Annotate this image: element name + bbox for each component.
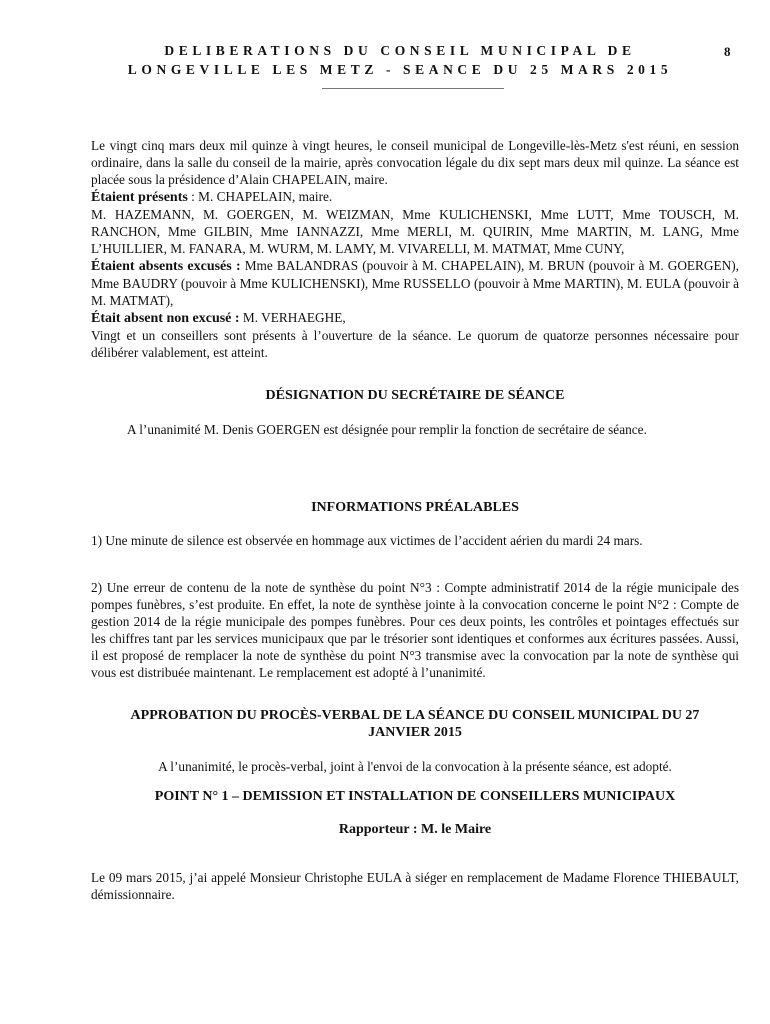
approbation-heading-line-2: JANVIER 2015 — [368, 725, 462, 740]
present-list: M. HAZEMANN, M. GOERGEN, M. WEIZMAN, Mme KULICHENSKI, Mme LUTT, Mme TOUSCH, M. RANCHON, Mme GILBIN, Mme IANNAZZI, Mme MERLI, M. QUIRIN, Mme MARTIN, M. LANG, Mme L’HUILLIER, M. FANARA, M. WURM, M. LAMY, M. VIVARELLI, M. MATMAT, Mme CUNY, — [91, 207, 739, 256]
information-item-1: 1) Une minute de silence est observée en hommage aux victimes de l’accident aérien du mardi 24 mars. — [91, 533, 643, 548]
secretary-heading: DÉSIGNATION DU SECRÉTAIRE DE SÉANCE — [265, 388, 565, 403]
point-1-paragraph: Le 09 mars 2015, j’ai appelé Monsieur Christophe EULA à siéger en remplacement de Madame Florence THIEBAULT, démissionnaire. — [91, 870, 739, 902]
information-item-2: 2) Une erreur de contenu de la note de synthèse du point N°3 : Compte administratif 2014 de la régie municipale des pompes funèbres, s’est produite. En effet, la note de synthèse jointe à la convocation concerne le point N°2 : Compte de gestion 2014 de la régie municipale des pompes funèbres. Pour ces deux points, les contrôles et pointages effectués sur les chiffres tant par les services municipaux que par le trésorier sont identiques et conformes aux écritures passées. Aussi, il est proposé de remplacer la note de synthèse du point N°3 transmise avec la convocation par la note de synthèse qui vous est distribuée maintenant. Le remplacement est adopté à l’unanimité. — [91, 580, 739, 680]
unexcused-label: Était absent non excusé : — [91, 311, 240, 326]
unexcused-line — [91, 309, 739, 327]
present-label: Étaient présents — [91, 190, 188, 205]
page-number: 8 — [724, 44, 731, 59]
informations-heading: INFORMATIONS PRÉALABLES — [311, 500, 519, 515]
intro-paragraph: Le vingt cinq mars deux mil quinze à vingt heures, le conseil municipal de Longeville-lès-Metz s'est réuni, en session ordinaire, dans la salle du conseil de la mairie, après convocation légale du dix sept mars deux mil quinze. La séance est placée sous la présidence d’Alain CHAPELAIN, maire. — [91, 138, 739, 187]
approbation-heading-line-1: APPROBATION DU PROCÈS-VERBAL DE LA SÉANCE DU CONSEIL MUNICIPAL DU 27 — [130, 708, 700, 723]
excused-text: Mme BALANDRAS (pouvoir à M. CHAPELAIN), M. BRUN (pouvoir à M. GOERGEN), Mme BAUDRY (pouvoir à Mme KULICHENSKI), Mme RUSSELLO (pouvoir à Mme MARTIN), M. EULA (pouvoir à M. MATMAT), — [91, 258, 740, 308]
rapporteur-line: Rapporteur : M. le Maire — [338, 822, 492, 837]
excused-line — [91, 257, 739, 309]
header-title-line-1: DELIBERATIONS DU CONSEIL MUNICIPAL DE — [164, 43, 636, 58]
unexcused-text: M. VERHAEGHE, — [239, 310, 346, 325]
approbation-heading — [91, 707, 739, 741]
present-line — [91, 188, 739, 206]
secretary-paragraph: A l’unanimité M. Denis GOERGEN est désignée pour remplir la fonction de secrétaire de séance. — [127, 422, 647, 437]
header-title-line-2: LONGEVILLE LES METZ - SEANCE DU 25 MARS 2015 — [127, 62, 673, 77]
point-1-heading: POINT N° 1 – DEMISSION ET INSTALLATION DE CONSEILLERS MUNICIPAUX — [154, 789, 676, 804]
present-text: : M. CHAPELAIN, maire. — [187, 189, 333, 204]
quorum-paragraph: Vingt et un conseillers sont présents à l’ouverture de la séance. Le quorum de quatorze personnes nécessaire pour délibérer valablement, est atteint. — [91, 328, 739, 360]
approbation-paragraph: A l’unanimité, le procès-verbal, joint à l'envoi de la convocation à la présente séance, est adopté. — [158, 759, 672, 774]
intro-section — [91, 137, 739, 361]
excused-label: Étaient absents excusés : — [91, 259, 241, 274]
header-rule — [322, 88, 504, 89]
